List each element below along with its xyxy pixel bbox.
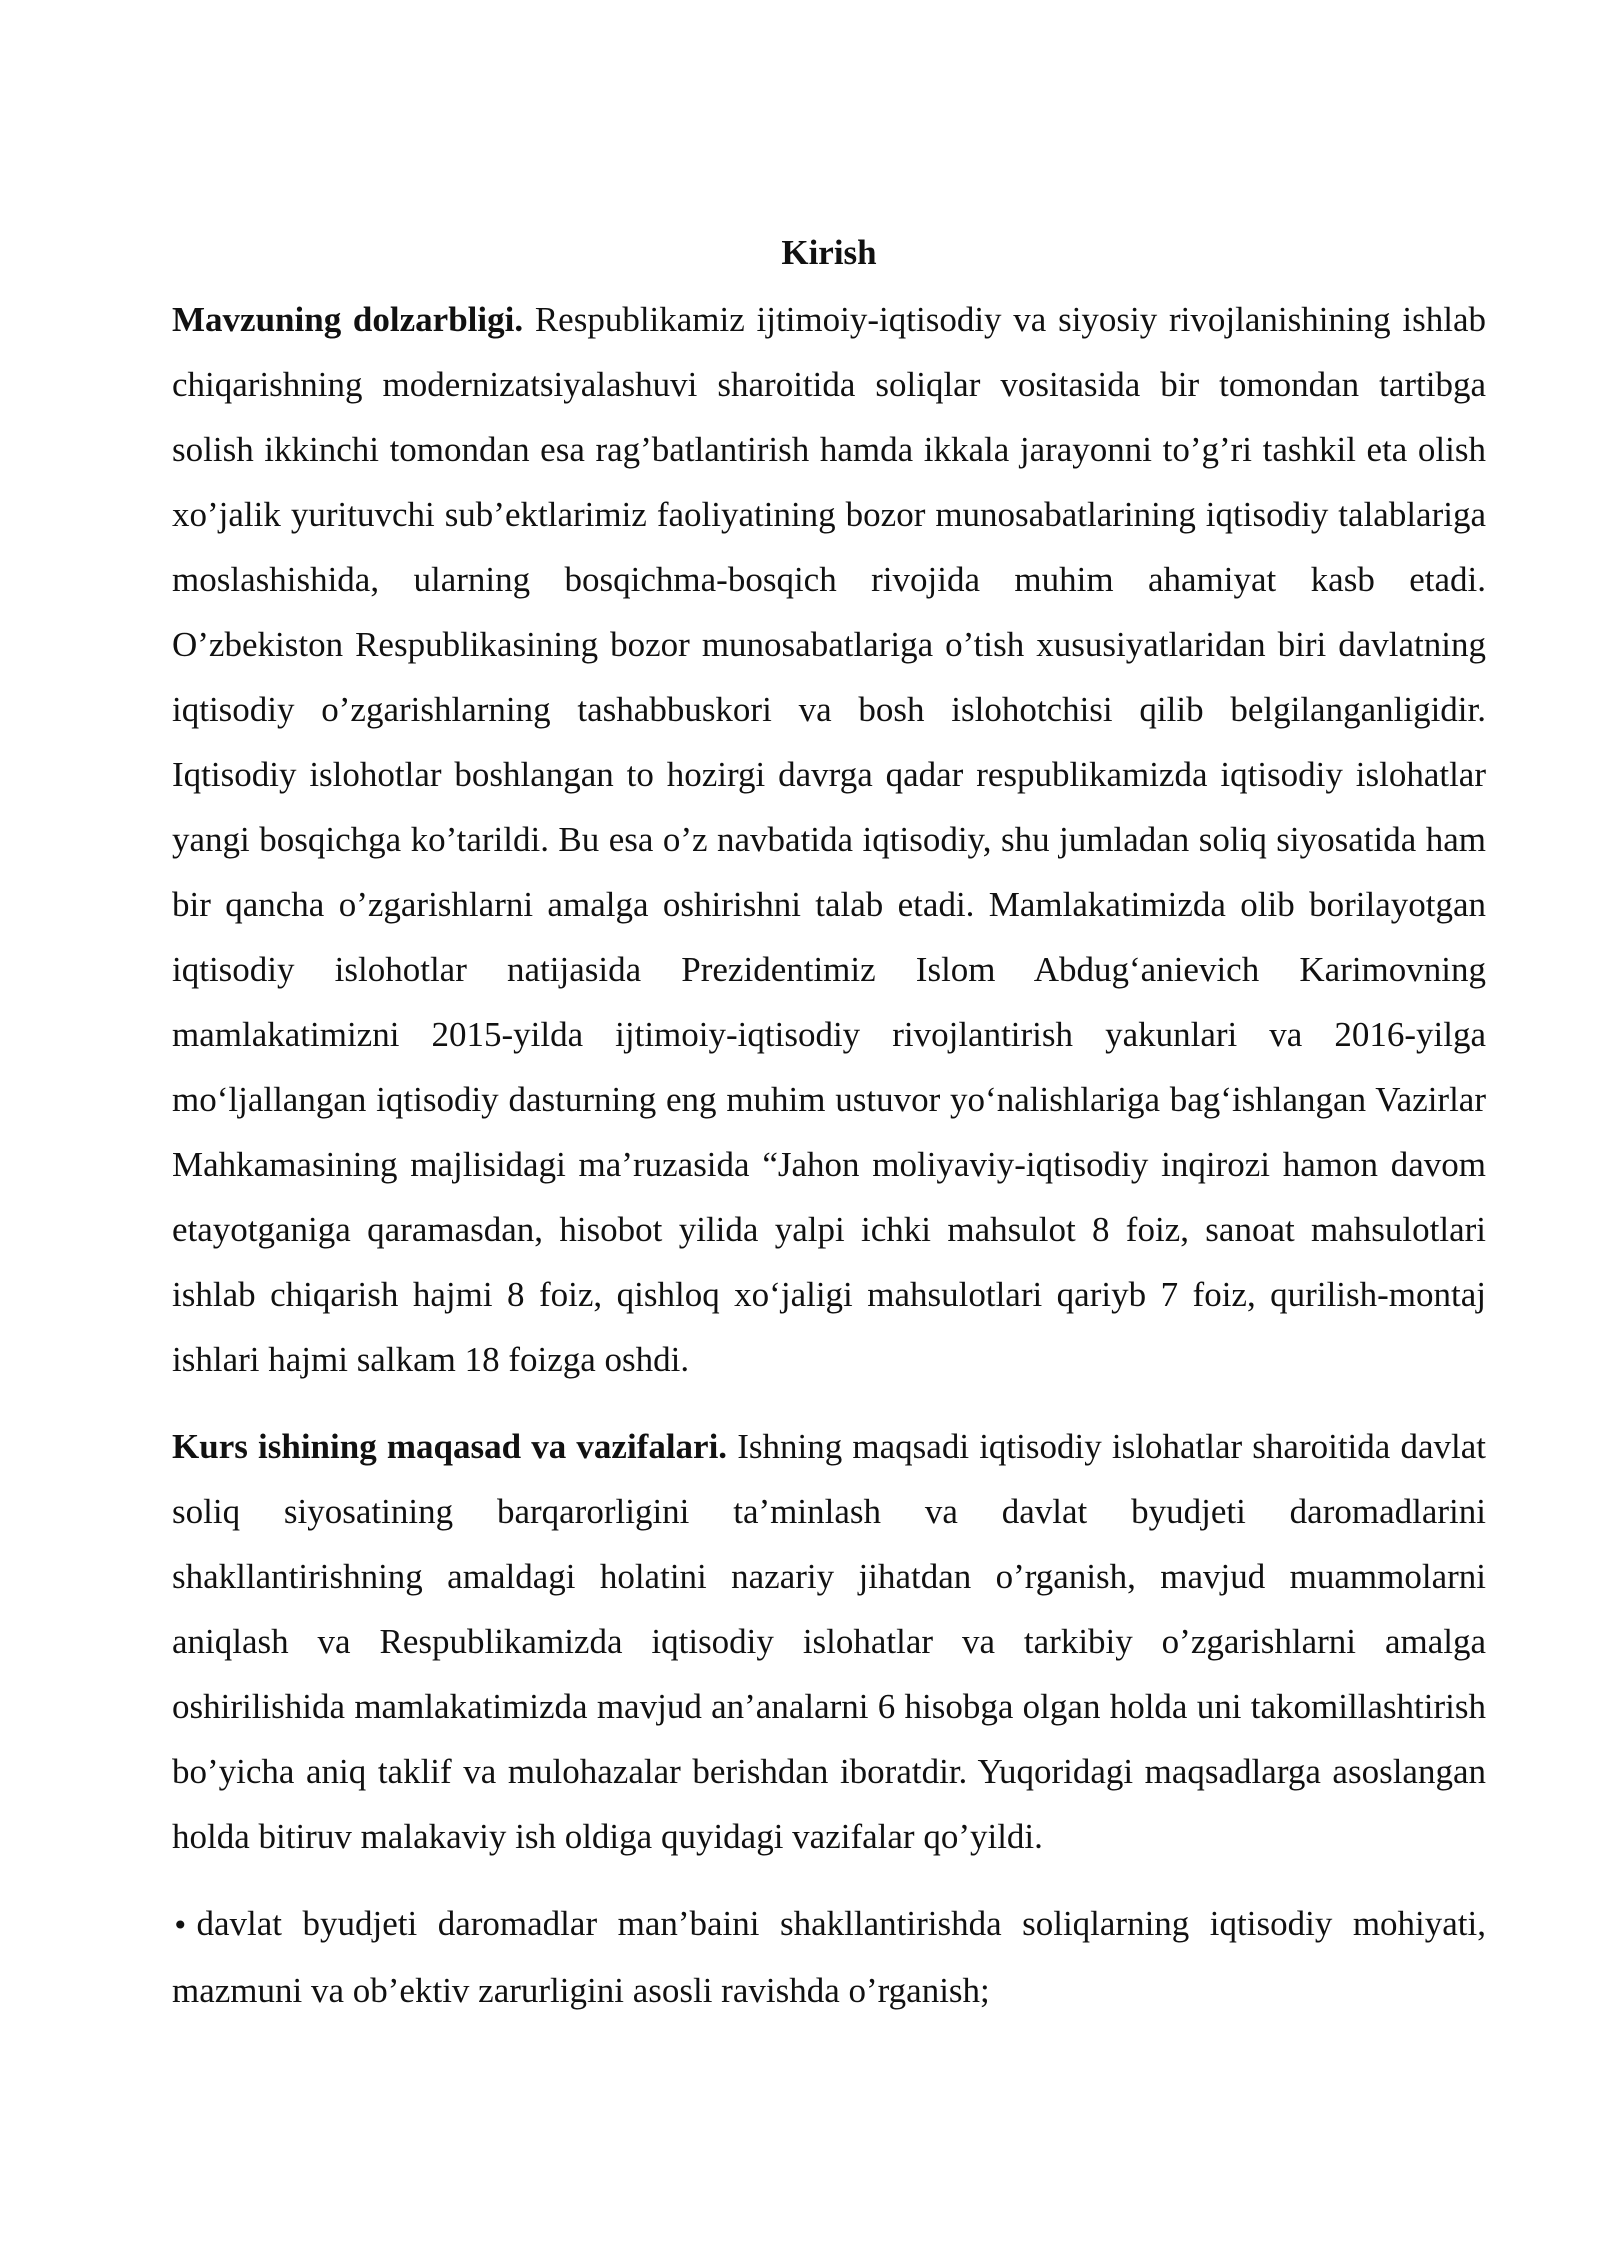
paragraph-heading-goals: Kurs ishining maqasad va vazifalari. [172, 1427, 728, 1466]
paragraph-goals [172, 1414, 1486, 1869]
bullet-icon: • [172, 1909, 189, 1942]
paragraph-relevance [172, 287, 1486, 1392]
paragraph-text-relevance: Respublikamiz ijtimoiy-iqtisodiy va siyosiy rivojlanishining ishlab chiqarishning modernizatsiyalashuvi sharoitida soliqlar vositasida bir tomondan tartibga solish ikkinchi tomondan esa rag’batlantirish hamda ikkala jarayonni to’g’ri tashkil eta olish xo’jalik yurituvchi sub’ektlarimiz faoliyatining bozor munosabatlarining iqtisodiy talablariga moslashishida, ularning bosqichma-bosqich rivojida muhim ahamiyat kasb etadi. O’zbekiston Respublikasining bozor munosabatlariga o’tish xususiyatlaridan biri davlatning iqtisodiy o’zgarishlarning tashabbuskori va bosh islohotchisi qilib belgilanganligidir. Iqtisodiy islohotlar boshlangan to hozirgi davrga qadar respublikamizda iqtisodiy islohatlar yangi bosqichga ko’tarildi. Bu esa o’z navbatida iqtisodiy, shu jumladan soliq siyosatida ham bir qancha o’zgarishlarni amalga oshirishni talab etadi. Mamlakatimizda olib borilayotgan iqtisodiy islohotlar natijasida Prezidentimiz Islom Abdug‘anievich Karimovning mamlakatimizni 2015-yilda ijtimoiy-iqtisodiy rivojlantirish yakunlari va 2016-yilga mo‘ljallangan iqtisodiy dasturning eng muhim ustuvor yo‘nalishlariga bag‘ishlangan Vazirlar Mahkamasining majlisidagi ma’ruzasida “Jahon moliyaviy-iqtisodiy inqirozi hamon davom etayotganiga qaramasdan, hisobot yilida yalpi ichki mahsulot 8 foiz, sanoat mahsulotlari ishlab chiqarish hajmi 8 foiz, qishloq xo‘jaligi mahsulotlari qariyb 7 foiz, qurilish-montaj ishlari hajmi salkam 18 foizga oshdi. [172, 300, 1486, 1379]
paragraph-heading-relevance: Mavzuning dolzarbligi. [172, 300, 524, 339]
list-item-text: davlat byudjeti daromadlar man’baini shakllantirishda soliqlarning iqtisodiy mohiyati, mazmuni va ob’ektiv zarurligini asosli ravishda o’rganish; [172, 1904, 1486, 2010]
document-body [172, 225, 1486, 2023]
list-item [172, 1891, 1486, 2023]
paragraph-text-goals: Ishning maqsadi iqtisodiy islohatlar sharoitida davlat soliq siyosatining barqarorligini ta’minlash va davlat byudjeti daromadlarini shakllantirishning amaldagi holatini nazariy jihatdan o’rganish, mavjud muammolarni aniqlash va Respublikamizda iqtisodiy islohatlar va tarkibiy o’zgarishlarni amalga oshirilishida mamlakatimizda mavjud an’analarni 6 hisobga olgan holda uni takomillashtirish bo’yicha aniq taklif va mulohazalar berishdan iboratdir. Yuqoridagi maqsadlarga asoslangan holda bitiruv malakaviy ish oldiga quyidagi vazifalar qo’yildi. [172, 1427, 1487, 1856]
section-title: Kirish [781, 233, 877, 272]
